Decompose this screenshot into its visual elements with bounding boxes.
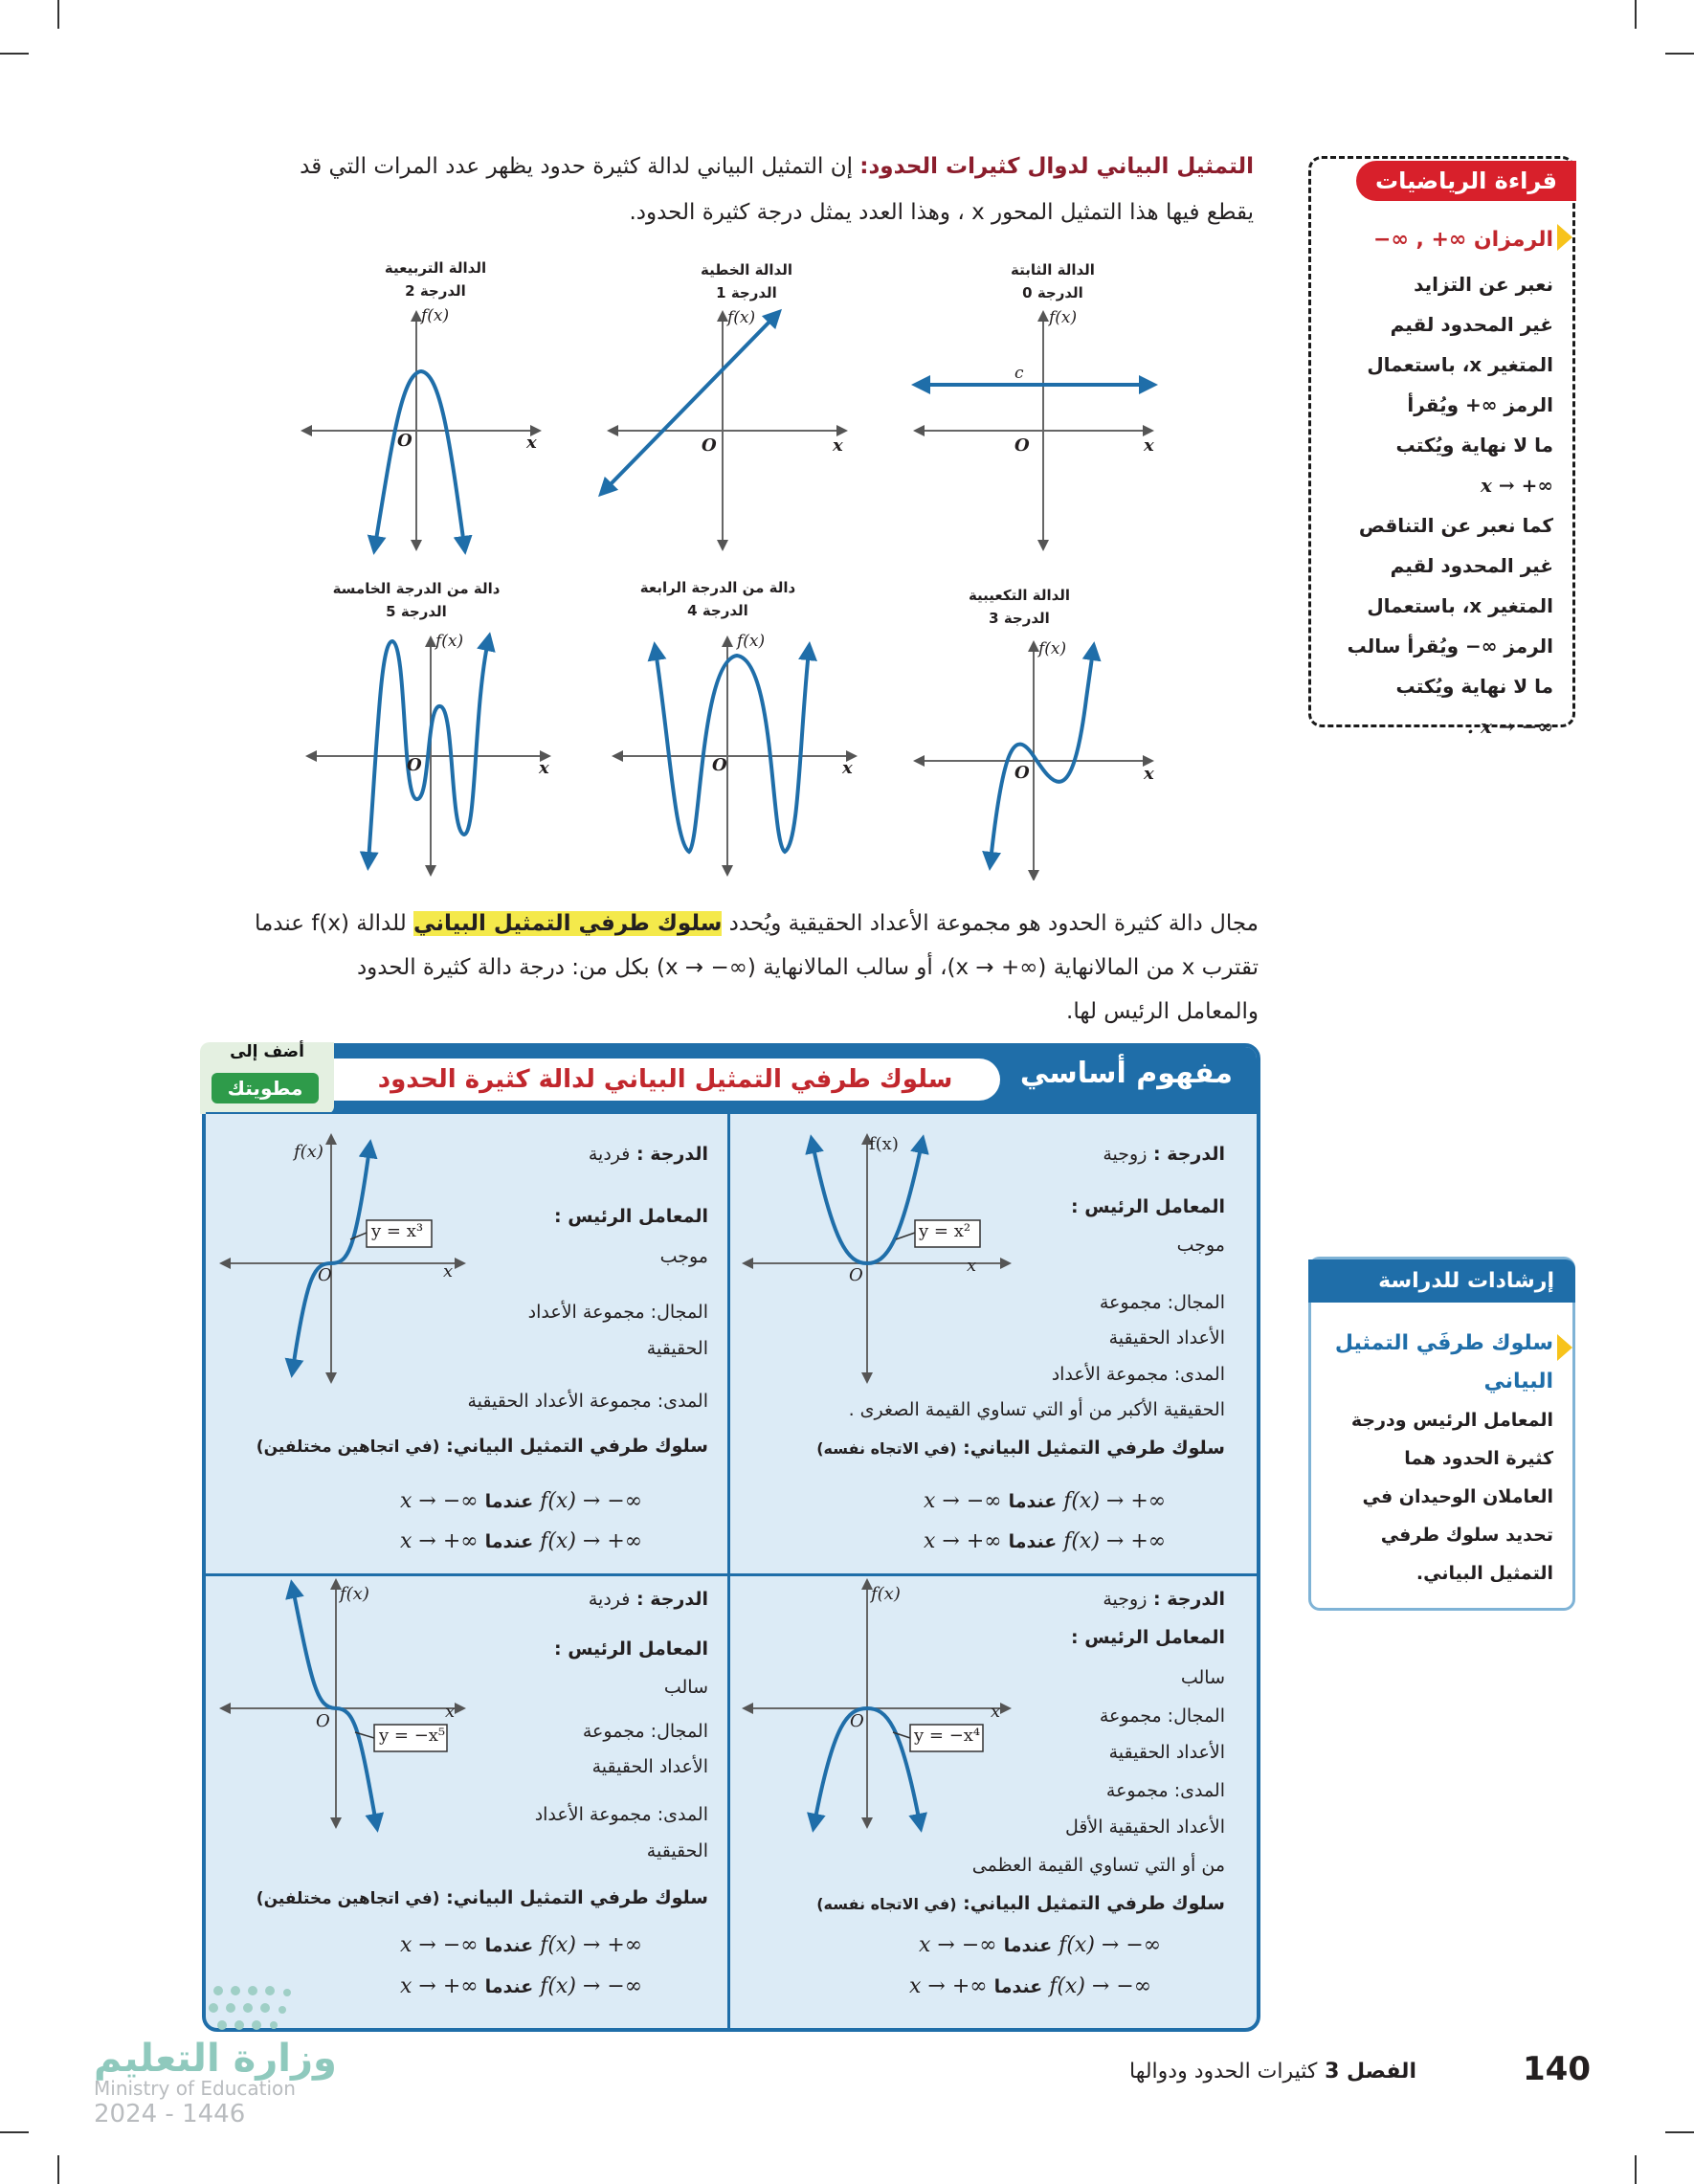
origin-label: O (1014, 763, 1030, 783)
footer-chapter: الفصل 3 (1325, 2060, 1416, 2084)
crop-mark (0, 53, 29, 55)
intro-paragraph (244, 144, 1254, 235)
x-axis-label: x (539, 758, 549, 778)
crop-mark (57, 0, 59, 29)
graph-label-cubic: الدالة التكعيبية الدرجة 3 (968, 587, 1071, 627)
constant-c-label: c (1014, 364, 1024, 383)
crop-mark (0, 2131, 29, 2133)
intro-heading: التمثيل البياني لدوال كثيرات الحدود: (859, 154, 1254, 179)
axis-label: f(x) (340, 1584, 369, 1604)
end-behavior-paragraph: مجال دالة كثيرة الحدود هو مجموعة الأعداد الحقيقية ويُحدد سلوك طرفي التمثيل البياني للدالة f(x) عندما تقترب x من المالانهاية (∞+ → x)، أو سالب المالانهاية (∞− → x) بكل من: درجة دالة كثيرة الحدود والمعامل الرئيس لها. (254, 911, 1259, 1024)
axis-label: f(x) (1049, 308, 1078, 327)
cubic-curve (991, 651, 1093, 861)
x-axis-label: x (991, 1702, 1001, 1722)
crop-mark (57, 2155, 59, 2184)
key-concept-badge: مفهوم أساسي (1019, 1057, 1233, 1090)
axis-label: f(x) (737, 632, 766, 651)
key-concept-title: سلوك طرفي التمثيل البياني لدالة كثيرة الحدود (330, 1059, 1000, 1101)
origin-label: O (850, 1711, 864, 1731)
intro-line1: إن التمثيل البياني لدالة كثيرة حدود يظهر عدد المرات التي قد (300, 154, 853, 179)
reading-math-header: قراءة الرياضيات (1356, 161, 1576, 201)
equation-label: y = x² (919, 1221, 971, 1241)
quadratic-curve (375, 371, 464, 546)
x-axis-label: x (445, 1702, 456, 1722)
foldable-label: مطويتك (212, 1073, 319, 1103)
watermark-arabic: وزارة التعليم (94, 2037, 337, 2081)
x-axis-label: x (1144, 764, 1154, 784)
x-axis-label: x (833, 435, 843, 456)
quartic-curve (656, 651, 809, 852)
footer-title: كثيرات الحدود ودوالها (1129, 2060, 1318, 2084)
x-axis-label: x (1144, 435, 1154, 456)
equation-label: y = x³ (371, 1221, 424, 1241)
origin-label: O (1014, 435, 1030, 456)
x-axis-label: x (842, 758, 853, 778)
axis-label: f(x) (869, 1134, 899, 1154)
foldable-tab[interactable]: أضف إلى مطويتك (200, 1042, 334, 1114)
axis-label: f(x) (421, 306, 450, 325)
page-number: 140 (1523, 2050, 1591, 2088)
graph-label-linear: الدالة الخطية الدرجة 1 (701, 261, 792, 301)
axis-label: f(x) (727, 308, 756, 327)
origin-label: O (397, 431, 412, 451)
ministry-logo (94, 1981, 343, 2128)
origin-label: O (849, 1265, 863, 1285)
pointer-icon (1557, 1334, 1572, 1361)
axis-label: f(x) (1038, 639, 1067, 658)
study-tips-sidebar (1308, 1257, 1575, 1611)
odd-negative-curve (293, 1589, 376, 1823)
x-axis-label: x (967, 1256, 977, 1276)
reading-math-sidebar (1308, 156, 1575, 738)
study-tips-header: إرشادات للدراسة (1308, 1259, 1575, 1303)
origin-label: O (316, 1711, 330, 1731)
x-axis-label: x (526, 433, 537, 453)
axis-label: f(x) (435, 632, 464, 651)
reading-math-text: نعبر عن التزايد غير المحدود لقيم المتغير x، باستعمال الرمز ∞+ ويُقرأ ما لا نهاية ويُكتب x → +∞ كما نعبر عن التناقص غير المحدود لقيم المتغير x، باستعمال الرمز ∞− ويُقرأ سالب ما لا نهاية ويُكتب . x → −∞ (1347, 273, 1553, 738)
reading-math-title: الرمزان ∞+ , ∞− (1373, 228, 1553, 252)
logo-dots-icon (94, 1981, 304, 2039)
study-tips-text: المعامل الرئيس ودرجة كثيرة الحدود هما العاملان الوحيدان في تحديد سلوك طرفي التمثيل البياني. (1350, 1410, 1553, 1584)
study-tips-title: سلوك طرفَي التمثيل البياني (1334, 1331, 1553, 1393)
equation-label: y = −x⁴ (914, 1726, 981, 1746)
watermark-english: Ministry of Education (94, 2077, 296, 2100)
graph-label-quartic: دالة من الدرجة الرابعة الدرجة 4 (639, 579, 796, 619)
crop-mark (1665, 53, 1694, 55)
origin-label: O (702, 435, 717, 456)
origin-label: O (407, 755, 422, 775)
footer (1129, 2060, 1416, 2084)
crop-mark (1635, 0, 1637, 29)
axis-label: f(x) (871, 1584, 901, 1604)
polynomial-graphs (287, 249, 1187, 880)
pointer-icon (1557, 224, 1572, 251)
origin-label: O (318, 1265, 332, 1285)
graph-label-quadratic: الدالة التربيعية الدرجة 2 (384, 259, 487, 300)
crop-mark (1635, 2155, 1637, 2184)
quintic-curve (368, 641, 488, 861)
intro-line2: يقطع فيها هذا التمثيل المحور x ، وهذا العدد يمثل درجة كثيرة الحدود. (629, 200, 1254, 225)
axis-label: f(x) (294, 1142, 323, 1162)
end-behavior-term: سلوك طرفي التمثيل البياني (413, 911, 723, 936)
origin-label: O (712, 755, 727, 775)
crop-mark (1665, 2131, 1694, 2133)
watermark-year: 2024 - 1446 (94, 2100, 246, 2128)
x-axis-label: x (443, 1261, 454, 1281)
graph-label-quintic: دالة من الدرجة الخامسة الدرجة 5 (332, 580, 501, 620)
graph-label-constant: الدالة الثابتة الدرجة 0 (1011, 261, 1095, 301)
equation-label: y = −x⁵ (379, 1726, 446, 1746)
linear-curve (605, 316, 775, 490)
